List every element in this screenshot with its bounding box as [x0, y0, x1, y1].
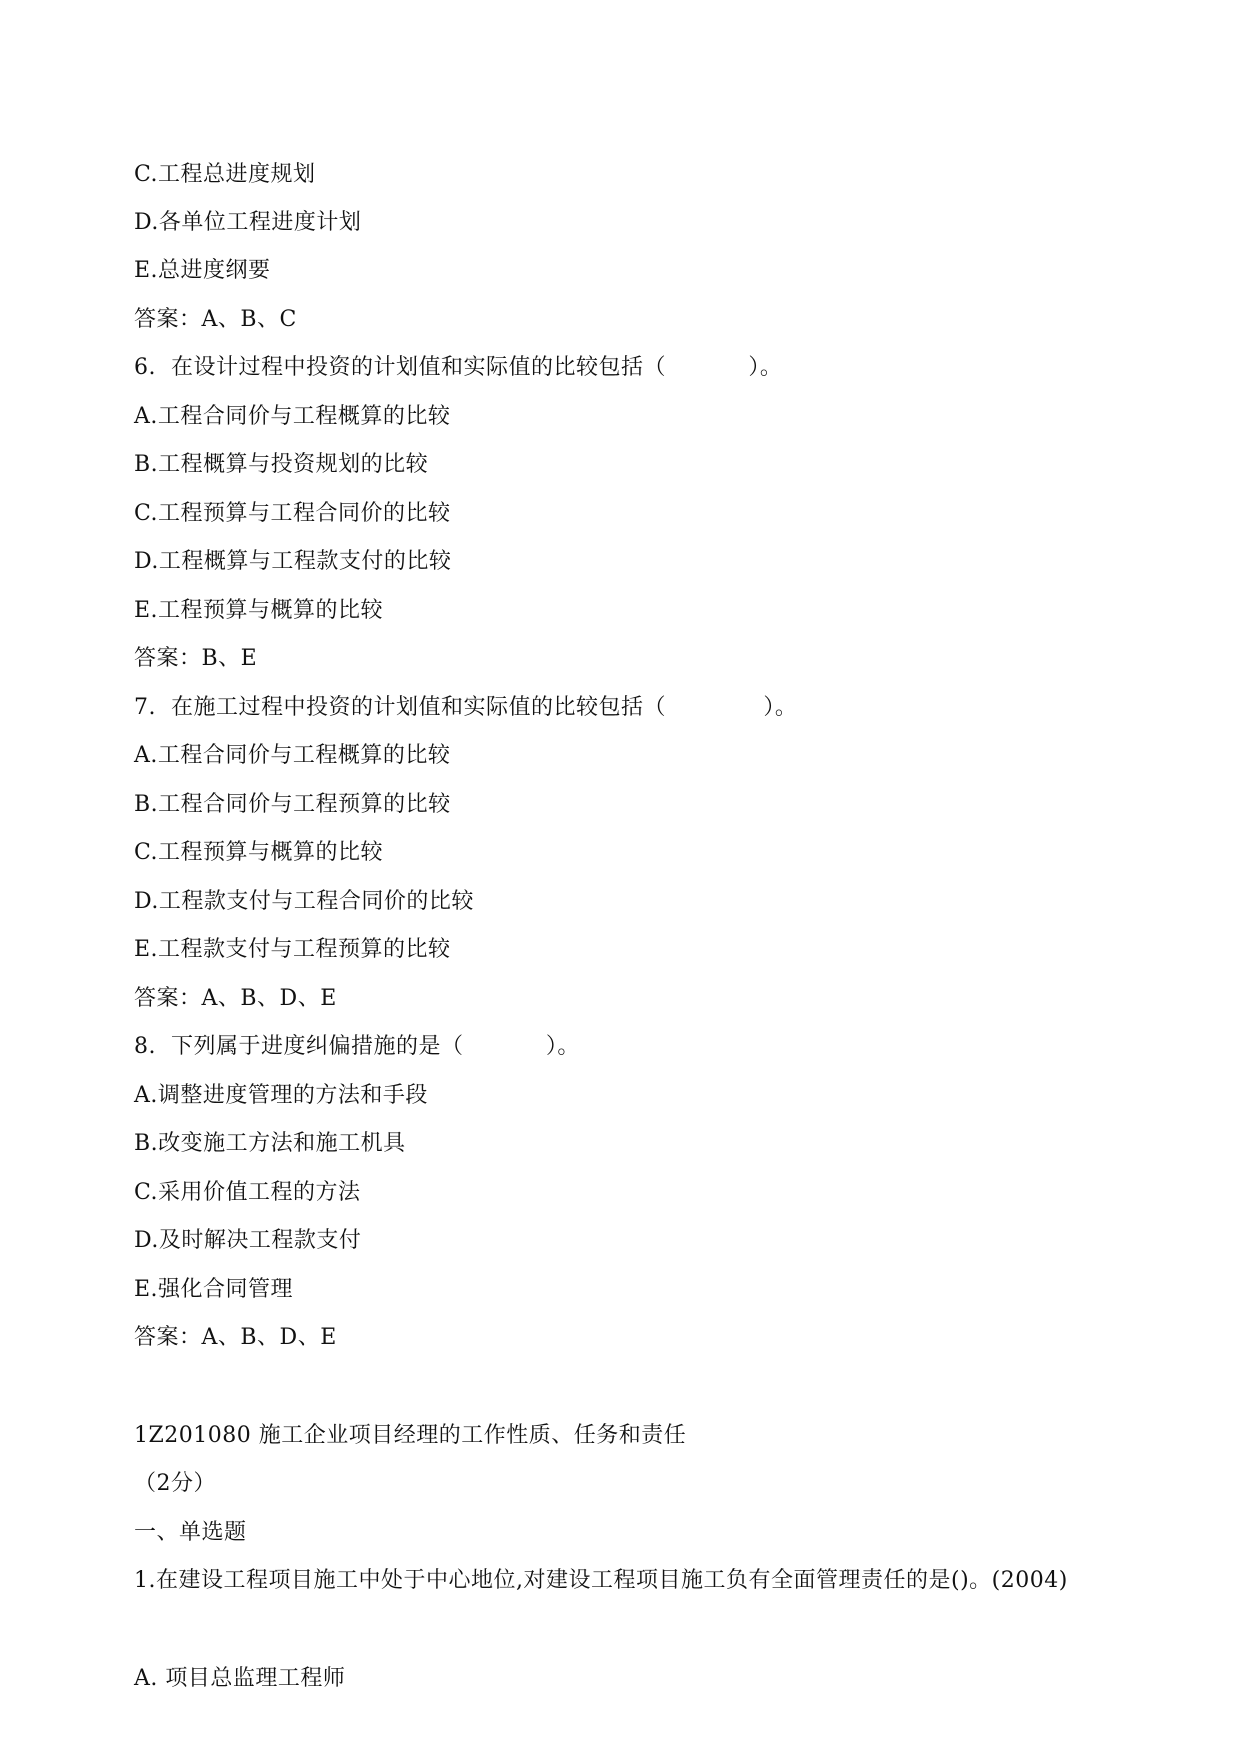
q6-option-d: D.工程概算与工程款支付的比较: [134, 549, 452, 574]
q6-question: 6. 在设计过程中投资的计划值和实际值的比较包括（ ）。: [134, 355, 783, 380]
q8-option-c: C.采用价值工程的方法: [134, 1180, 361, 1205]
q7-answer: 答案：A、B、D、E: [134, 986, 337, 1011]
question-type-heading: 一、单选题: [134, 1520, 247, 1545]
q8-option-d: D.及时解决工程款支付: [134, 1228, 362, 1253]
section-heading: 1Z201080 施工企业项目经理的工作性质、任务和责任: [134, 1423, 687, 1448]
q7-option-b: B.工程合同价与工程预算的比较: [134, 792, 451, 817]
q6-option-e: E.工程预算与概算的比较: [134, 598, 384, 623]
q8-question: 8. 下列属于进度纠偏措施的是（ ）。: [134, 1034, 580, 1059]
q6-option-b: B.工程概算与投资规划的比较: [134, 452, 429, 477]
q5-option-d: D.各单位工程进度计划: [134, 210, 362, 235]
section-score: （2分）: [134, 1471, 216, 1496]
q6-option-c: C.工程预算与工程合同价的比较: [134, 501, 451, 526]
q8-answer: 答案：A、B、D、E: [134, 1325, 337, 1350]
q6-answer: 答案：B、E: [134, 646, 258, 671]
section-q1-option-a: A. 项目总监理工程师: [134, 1666, 346, 1691]
q7-option-e: E.工程款支付与工程预算的比较: [134, 937, 451, 962]
q7-option-d: D.工程款支付与工程合同价的比较: [134, 889, 474, 914]
q8-option-e: E.强化合同管理: [134, 1277, 294, 1302]
q7-option-c: C.工程预算与概算的比较: [134, 840, 384, 865]
q8-option-b: B.改变施工方法和施工机具: [134, 1131, 406, 1156]
section-q1-question: 1.在建设工程项目施工中处于中心地位,对建设工程项目施工负有全面管理责任的是()。(2004): [134, 1568, 1068, 1593]
q5-option-e: E.总进度纲要: [134, 258, 271, 283]
q8-option-a: A.调整进度管理的方法和手段: [134, 1083, 428, 1108]
q5-option-c: C.工程总进度规划: [134, 162, 316, 187]
q7-option-a: A.工程合同价与工程概算的比较: [134, 743, 451, 768]
q7-question: 7. 在施工过程中投资的计划值和实际值的比较包括（ ）。: [134, 695, 798, 720]
q6-option-a: A.工程合同价与工程概算的比较: [134, 404, 451, 429]
q5-answer: 答案：A、B、C: [134, 307, 297, 332]
